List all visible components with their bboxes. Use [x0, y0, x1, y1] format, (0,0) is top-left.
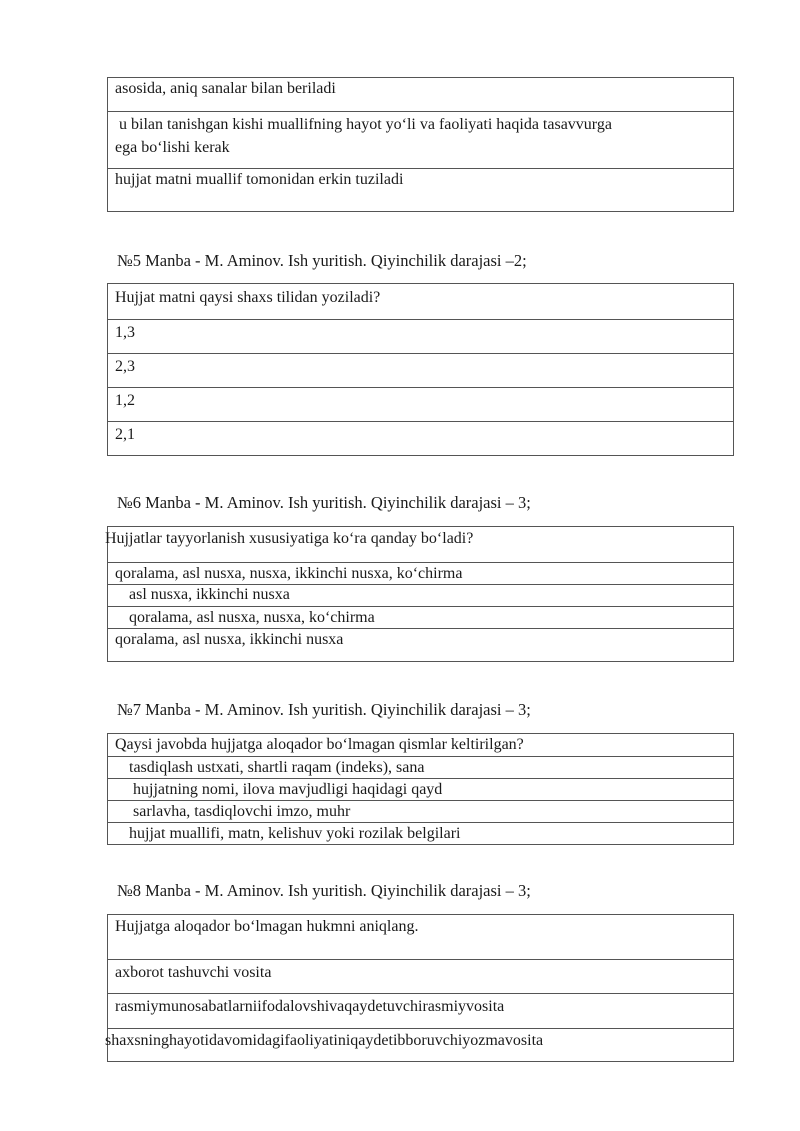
answer-row [108, 756, 733, 779]
answer-text: hujjatning nomi, ilova mavjudligi haqidagi qayd [133, 781, 443, 798]
question-8-heading: №8 Manba - M. Aminov. Ish yuritish. Qiyinchilik darajasi – 3; [117, 881, 531, 900]
answer-row [108, 78, 733, 111]
question-7-table [107, 733, 734, 845]
answer-text: 1,2 [115, 392, 135, 409]
answer-text: hujjat matni muallif tomonidan erkin tuziladi [115, 171, 404, 188]
answer-row [108, 800, 733, 823]
answer-row [108, 606, 733, 629]
answer-row [108, 778, 733, 801]
answer-row [108, 628, 733, 663]
question-row [105, 527, 733, 562]
question-6-heading: №6 Manba - M. Aminov. Ish yuritish. Qiyinchilik darajasi – 3; [117, 493, 531, 512]
answer-text: tasdiqlash ustxati, shartli raqam (indeks), sana [129, 759, 425, 776]
answer-row [108, 353, 733, 388]
answer-text: 1,3 [115, 324, 135, 341]
answer-text: 2,3 [115, 358, 135, 375]
answer-row [105, 1028, 733, 1063]
answer-text: qoralama, asl nusxa, ikkinchi nusxa [115, 631, 344, 648]
answer-text: qoralama, asl nusxa, nusxa, ko‘chirma [129, 609, 375, 626]
question-text: Qaysi javobda hujjatga aloqador bo‘lmagan qismlar keltirilgan? [115, 736, 524, 753]
question-row [108, 915, 733, 959]
answer-row [108, 822, 733, 846]
answer-text: axborot tashuvchi vosita [115, 964, 272, 981]
answer-text: rasmiymunosabatlarniifodalovshivaqaydetuvchirasmiyvosita [115, 998, 505, 1015]
answer-row [108, 562, 733, 585]
answer-row [108, 959, 733, 994]
answer-row [108, 421, 733, 457]
answer-row [108, 111, 733, 169]
answer-row [108, 168, 733, 213]
answer-text: qoralama, asl nusxa, nusxa, ikkinchi nusxa, ko‘chirma [115, 565, 463, 582]
question-6-table [107, 526, 734, 662]
answer-text: asosida, aniq sanalar bilan beriladi [115, 80, 336, 97]
answer-text: asl nusxa, ikkinchi nusxa [129, 586, 290, 603]
question-text: Hujjatga aloqador bo‘lmagan hukmni aniqlang. [115, 918, 419, 935]
answer-row [108, 319, 733, 354]
question-row [108, 734, 733, 756]
answer-text: hujjat muallifi, matn, kelishuv yoki rozilak belgilari [129, 825, 461, 842]
answer-text: ega bo‘lishi kerak [115, 139, 230, 156]
answer-row [108, 993, 733, 1029]
answer-text: sarlavha, tasdiqlovchi imzo, muhr [133, 803, 351, 820]
question-row [108, 284, 733, 319]
answer-row [108, 387, 733, 422]
answer-text: 2,1 [115, 426, 135, 443]
answer-text: shaxsninghayotidavomidagifaoliyatiniqaydetibboruvchiyozmavosita [105, 1032, 544, 1049]
question-7-heading: №7 Manba - M. Aminov. Ish yuritish. Qiyinchilik darajasi – 3; [117, 700, 531, 719]
question-5-table [107, 283, 734, 456]
question-8-table [107, 914, 734, 1062]
question-5-heading: №5 Manba - M. Aminov. Ish yuritish. Qiyinchilik darajasi –2; [117, 251, 527, 270]
answer-text: u bilan tanishgan kishi muallifning hayot yo‘li va faoliyati haqida tasavvurga [119, 116, 612, 133]
answer-row [108, 584, 733, 607]
question-text: Hujjatlar tayyorlanish xususiyatiga ko‘ra qanday bo‘ladi? [105, 530, 474, 547]
question-4-table [107, 77, 734, 212]
question-text: Hujjat matni qaysi shaxs tilidan yoziladi? [115, 289, 381, 306]
